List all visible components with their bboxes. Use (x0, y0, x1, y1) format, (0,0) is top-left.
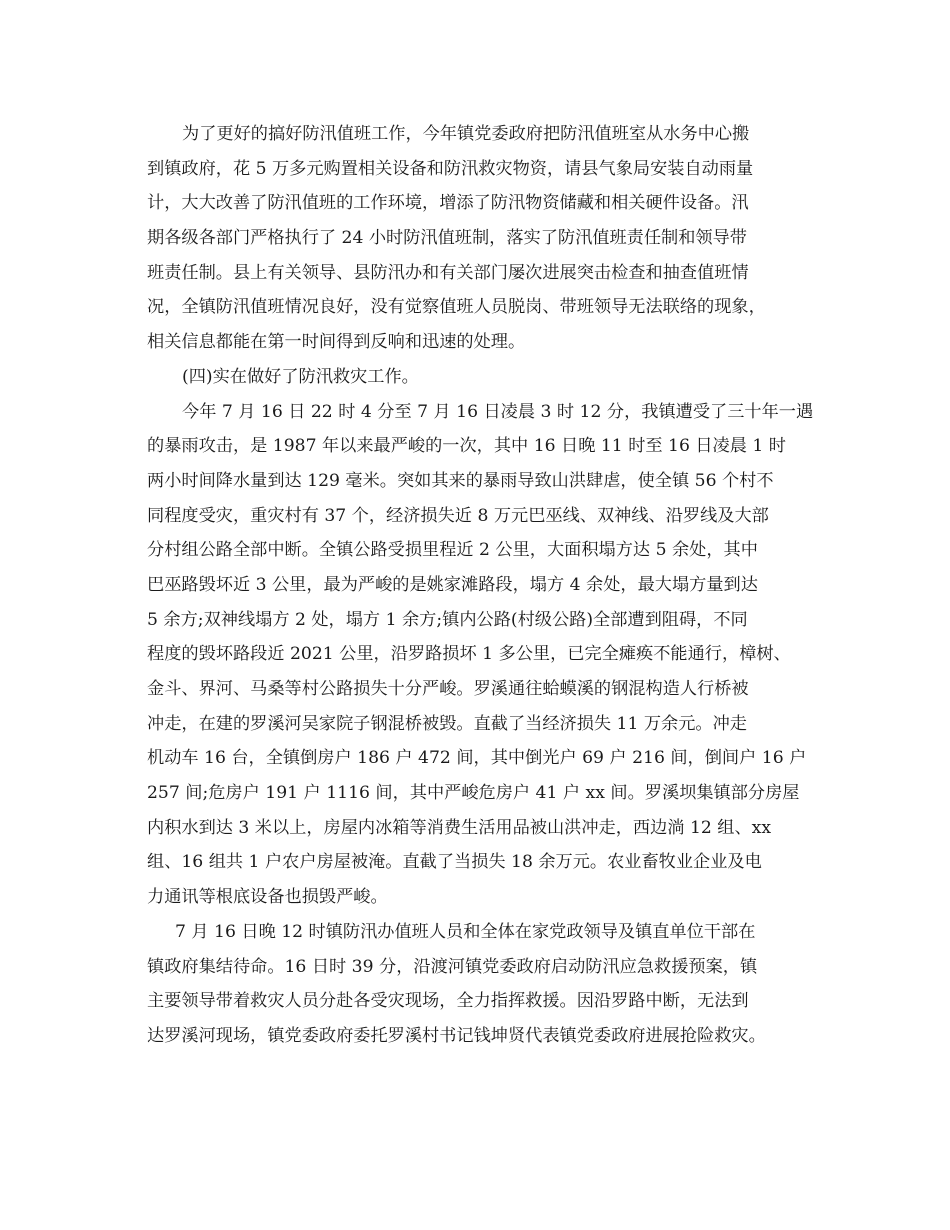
text-line: 7 月 16 日晚 12 时镇防汛办值班人员和全体在家党政领导及镇直单位干部在 (175, 921, 756, 942)
text-line: 到镇政府，花 5 万多元购置相关设备和防汛救灾物资，请县气象局安装自动雨量 (147, 158, 754, 179)
text-line: 期各级各部门严格执行了 24 小时防汛值班制，落实了防汛值班责任制和领导带 (147, 228, 747, 249)
text-line: 力通讯等根底设备也损毁严峻。 (147, 887, 388, 908)
text-line: 组、16 组共 1 户农户房屋被淹。直截了当损失 18 余万元。农业畜牧业企业及电 (147, 852, 762, 873)
text-line: 主要领导带着救灾人员分赴各受灾现场，全力指挥救援。因沿罗路中断，无法到 (147, 991, 749, 1012)
text-line: 巴巫路毁坏近 3 公里，最为严峻的是姚家滩路段，塌方 4 余处，最大塌方量到达 (147, 574, 758, 595)
text-line: 机动车 16 台，全镇倒房户 186 户 472 间，其中倒光户 69 户 216 间，倒间户 16 户 (147, 748, 807, 769)
text-line: 达罗溪河现场，镇党委政府委托罗溪村书记钱坤贤代表镇党委政府进展抢险救灾。 (147, 1025, 766, 1046)
text-line: 相关信息都能在第一时间得到反响和迅速的处理。 (147, 332, 526, 353)
text-line: 金斗、界河、马桑等村公路损失十分严峻。罗溪通往蛤蟆溪的钢混构造人行桥被 (147, 679, 749, 699)
text-line: 两小时间降水量到达 129 毫米。突如其来的暴雨导致山洪肆虐，使全镇 56 个村不 (147, 470, 774, 491)
text-line: 的暴雨攻击，是 1987 年以来最严峻的一次，其中 16 日晚 11 时至 16 日凌晨 1 时 (147, 436, 786, 457)
text-line: 况，全镇防汛值班情况良好，没有觉察值班人员脱岗、带班领导无法联络的现象， (147, 297, 766, 318)
text-line: 冲走，在建的罗溪河吴家院子钢混桥被毁。直截了当经济损失 11 万余元。冲走 (147, 713, 747, 734)
text-line: 5 余方;双神线塌方 2 处，塌方 1 余方;镇内公路(村级公路)全部遭到阻碍，不同 (147, 609, 748, 630)
text-line: 今年 7 月 16 日 22 时 4 分至 7 月 16 日凌晨 3 时 12 分，我镇遭受了三十年一遇 (182, 401, 814, 422)
text-line: 镇政府集结待命。16 日时 39 分，沿渡河镇党委政府启动防汛应急救援预案，镇 (147, 956, 758, 977)
text-line: 为了更好的搞好防汛值班工作，今年镇党委政府把防汛值班室从水务中心搬 (182, 124, 750, 144)
section-heading: (四)实在做好了防汛救灾工作。 (182, 366, 419, 387)
text-line: 班责任制。县上有关领导、县防汛办和有关部门屡次进展突击检查和抽查值班情 (147, 262, 749, 283)
text-line: 内积水到达 3 米以上，房屋内冰箱等消费生活用品被山洪冲走，西边淌 12 组、xx (147, 817, 772, 838)
text-line: 257 间;危房户 191 户 1116 间，其中严峻危房户 41 户 xx 间。罗溪坝集镇部分房屋 (147, 783, 800, 804)
text-line: 同程度受灾，重灾村有 37 个，经济损失近 8 万元巴巫线、双神线、沿罗线及大部 (147, 505, 769, 526)
text-line: 计，大大改善了防汛值班的工作环境，增添了防汛物资储藏和相关硬件设备。汛 (147, 193, 749, 214)
text-line: 分村组公路全部中断。全镇公路受损里程近 2 公里，大面积塌方达 5 余处，其中 (147, 540, 758, 561)
text-line: 程度的毁坏路段近 2021 公里，沿罗路损坏 1 多公里，已完全瘫痪不能通行，樟树、 (147, 644, 791, 665)
document-body (147, 117, 827, 1054)
